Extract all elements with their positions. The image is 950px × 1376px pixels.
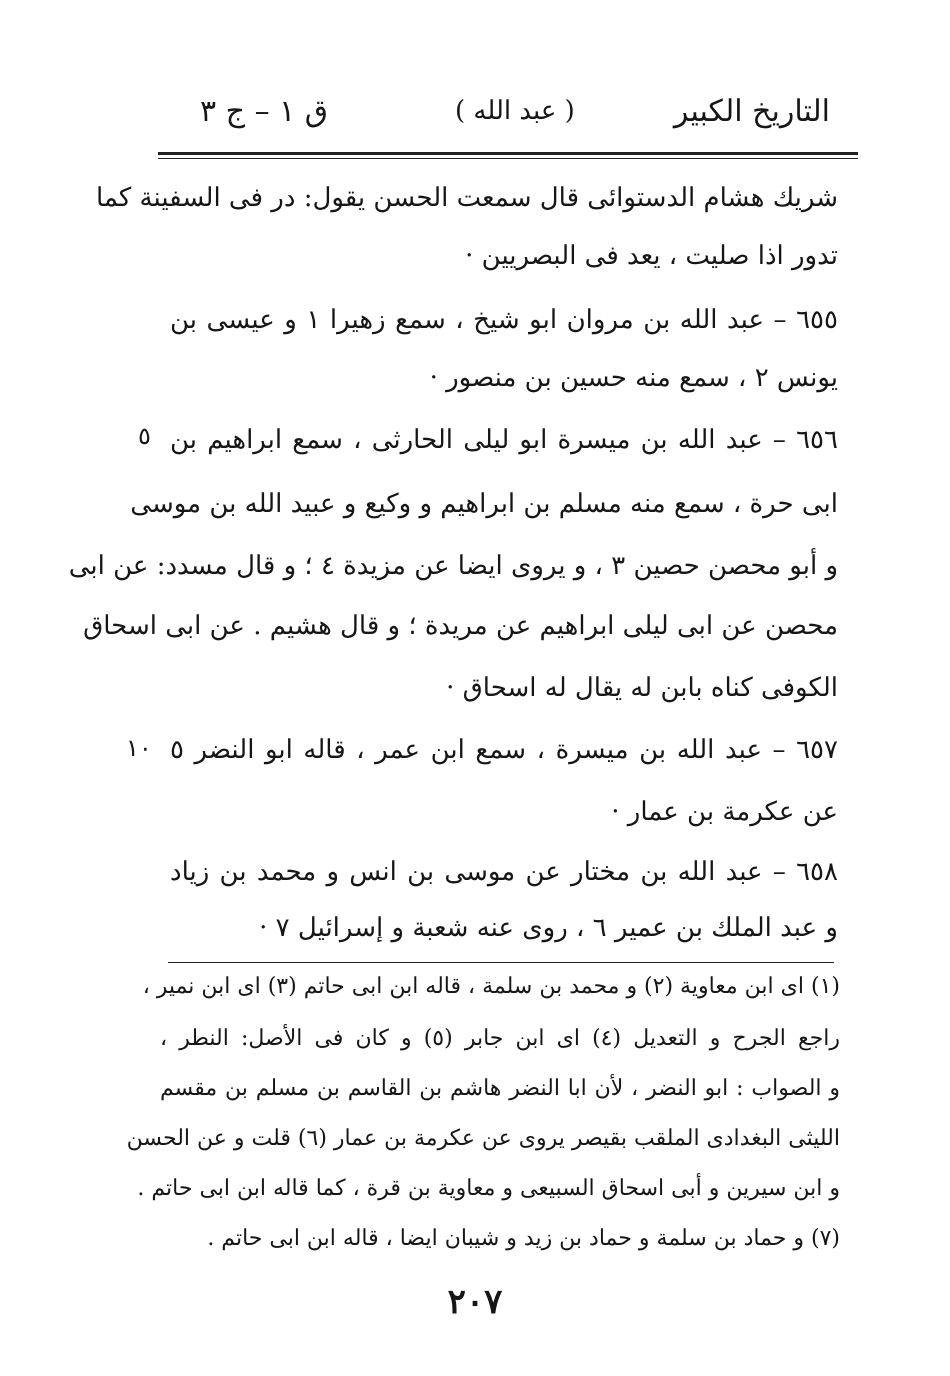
footnote-line: و ابن سيرين و أبى اسحاق السبيعى و معاوية بن قرة ، كما قاله ابن ابى حاتم . <box>137 1176 840 1201</box>
body-line: محصن عن ابى ليلى ابراهيم عن مريدة ؛ و قال هشيم . عن ابى اسحاق <box>83 611 838 641</box>
footnote-line: الليثى البغدادى الملقب بقيصر يروى عن عكرمة بن عمار (٦) قلت و عن الحسن <box>126 1126 840 1151</box>
body-line: عن عكرمة بن عمار · <box>611 797 838 827</box>
page-number: ٢٠٧ <box>447 1282 503 1322</box>
volume-label: ق ١ – ج ٣ <box>200 94 329 129</box>
header-rule-thick <box>158 152 858 155</box>
body-line: تدور اذا صليت ، يعد فى البصريين · <box>465 241 838 271</box>
entry-655-line: ٦٥٥ – عبد الله بن مروان ابو شيخ ، سمع زهيرا ١ و عيسى بن <box>170 305 838 335</box>
footnote-rule <box>168 962 834 963</box>
body-line: و عبد الملك بن عمير ٦ ، روى عنه شعبة و إسرائيل ٧ · <box>259 913 838 943</box>
header-rule-thin <box>158 158 858 159</box>
footnote-line: (٧) و حماد بن سلمة و حماد بن زيد و شيبان ايضا ، قاله ابن ابى حاتم . <box>207 1226 840 1251</box>
section-title: ( عبد الله ) <box>455 96 575 126</box>
entry-658-line: ٦٥٨ – عبد الله بن مختار عن موسى بن انس و محمد بن زياد <box>170 857 838 887</box>
margin-line-number: ١٠ <box>126 734 152 762</box>
entry-657-line: ٦٥٧ – عبد الله بن ميسرة ، سمع ابن عمر ، قاله ابو النضر ٥ <box>170 735 838 765</box>
body-line: شريك هشام الدستوائى قال سمعت الحسن يقول: در فى السفينة كما <box>95 183 838 213</box>
margin-line-number: ٥ <box>138 422 151 450</box>
footnote-line: (١) اى ابن معاوية (٢) و محمد بن سلمة ، قاله ابن ابى حاتم (٣) اى ابن نمير ، <box>142 974 840 999</box>
body-line: و أبو محصن حصين ٣ ، و يروى ايضا عن مزيدة ٤ ؛ و قال مسدد: عن ابى <box>68 551 838 581</box>
book-title: التاريخ الكبير <box>673 94 830 129</box>
entry-656-line: ٦٥٦ – عبد الله بن ميسرة ابو ليلى الحارثى ، سمع ابراهيم بن <box>170 425 838 455</box>
body-line: يونس ٢ ، سمع منه حسين بن منصور · <box>429 363 838 393</box>
body-line: ابى حرة ، سمع منه مسلم بن ابراهيم و وكيع و عبيد الله بن موسى <box>130 489 838 519</box>
body-line: الكوفى كناه بابن له يقال له اسحاق · <box>446 673 838 703</box>
footnote-line: و الصواب : ابو النضر ، لأن ابا النضر هاشم بن القاسم بن مسلم بن مقسم <box>160 1076 840 1101</box>
footnote-line: راجع الجرح و التعديل (٤) اى ابن جابر (٥) و كان فى الأصل: النطر ، <box>160 1026 840 1051</box>
running-header <box>170 92 860 140</box>
